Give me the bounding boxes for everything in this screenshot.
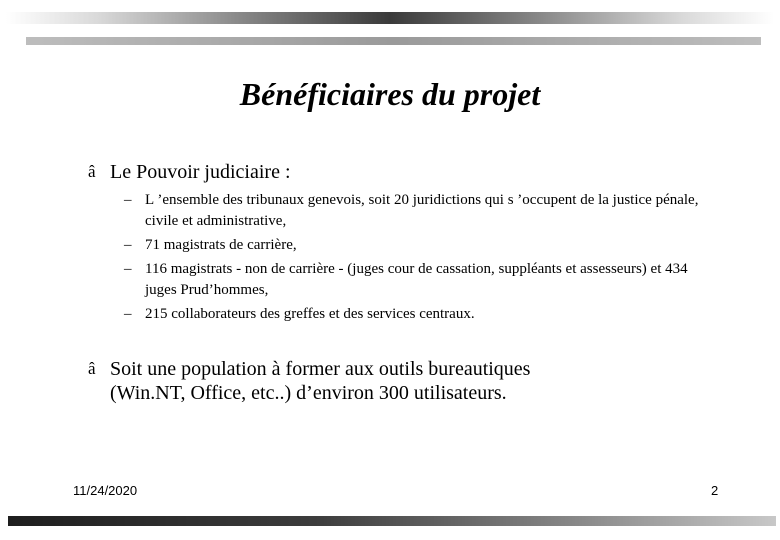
sub-bullet-item (124, 259, 704, 301)
sub-bullet-item (124, 235, 704, 256)
top-decorative-rule (26, 37, 761, 45)
dash-marker: – (124, 261, 132, 277)
bullet-icon: â (88, 359, 96, 378)
sub-bullet-text: L ’ensemble des tribunaux genevois, soit 20 juridictions qui s ’occupent de la justice pénale, civile et administrative, (145, 192, 699, 229)
bullet-population (88, 357, 530, 405)
bottom-decorative-bar (8, 516, 776, 526)
slide-title: Bénéficiaires du projet (239, 76, 541, 112)
footer-date: 11/24/2020 (73, 483, 138, 498)
bullet-text-line: Soit une population à former aux outils bureautiques (110, 358, 531, 380)
sub-bullet-item (124, 190, 704, 232)
page-number: 2 (711, 483, 719, 498)
bullet-pouvoir-judiciaire (88, 160, 291, 184)
bullet-icon: â (88, 162, 96, 181)
top-decorative-bar (6, 12, 774, 24)
dash-marker: – (124, 192, 132, 208)
dash-marker: – (124, 306, 132, 322)
dash-marker: – (124, 237, 132, 253)
bullet-text: Le Pouvoir judiciaire : (110, 161, 291, 183)
sub-bullet-text: 215 collaborateurs des greffes et des services centraux. (145, 306, 475, 322)
sub-bullet-text: 116 magistrats - non de carrière - (juges cour de cassation, suppléants et assesseurs) et 434 juges Prud’hommes, (145, 261, 688, 298)
sub-bullet-list (124, 190, 704, 328)
sub-bullet-text: 71 magistrats de carrière, (145, 237, 297, 253)
bullet-text (110, 357, 530, 405)
bullet-text-line: (Win.NT, Office, etc..) d’environ 300 utilisateurs. (110, 382, 507, 404)
sub-bullet-item (124, 304, 704, 325)
